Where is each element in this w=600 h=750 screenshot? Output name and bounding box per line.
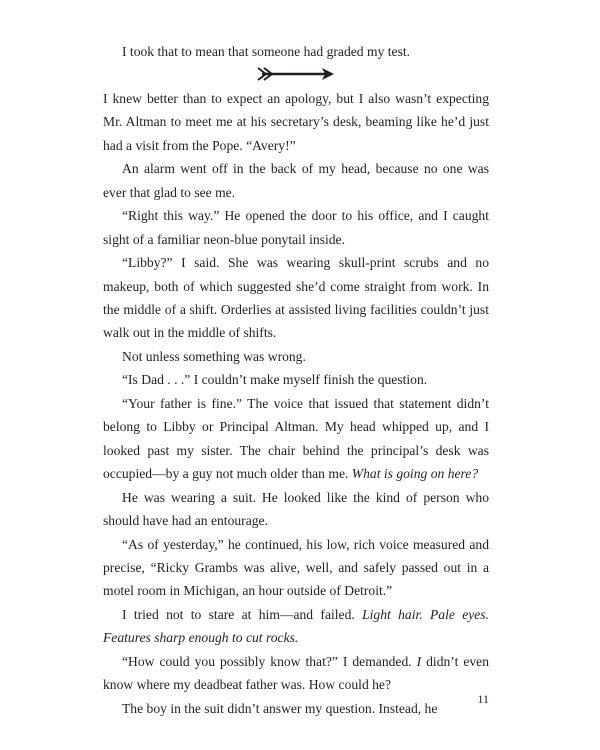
text-segment: didn’t even know where my deadbeat father was. How could he? — [103, 653, 489, 693]
paragraph — [103, 486, 489, 533]
text-segment: “As of yesterday,” he continued, his low, rich voice measured and precise, “Ricky Grambs was alive, well, and safely passed out in a motel room in Michigan, an hour outside of Detroit.” — [103, 536, 489, 599]
text-segment: The boy in the suit didn’t answer my question. Instead, he — [122, 700, 438, 716]
paragraph — [103, 40, 489, 63]
paragraph — [103, 251, 489, 345]
italic-text: I — [416, 653, 422, 669]
paragraph — [103, 392, 489, 486]
text-segment: He was wearing a suit. He looked like the kind of person who should have had an entourage. — [103, 489, 489, 529]
text-segment: “Your father is fine.” The voice that issued that statement didn’t belong to Libby or Principal Altman. My head whipped up, and I looked past my sister. The chair behind the principal’s desk was occupied—by a guy not much older than me. — [103, 395, 489, 482]
italic-text: What is going on here? — [351, 466, 479, 482]
paragraph — [103, 368, 489, 391]
arrow-ornament-icon — [103, 63, 489, 86]
paragraph — [103, 87, 489, 157]
page-number: 11 — [477, 692, 489, 706]
text-segment: I tried not to stare at him—and failed. — [122, 606, 363, 622]
text-segment: “Right this way.” He opened the door to his office, and I caught sight of a familiar neon-blue ponytail inside. — [103, 208, 489, 247]
text-segment: “How could you possibly know that?” I demanded. — [122, 653, 417, 669]
text-segment: I took that to mean that someone had graded my test. — [122, 44, 411, 59]
paragraph — [103, 345, 489, 368]
text-segment: An alarm went off in the back of my head, because no one was ever that glad to see me. — [103, 161, 489, 200]
paragraph — [103, 533, 489, 603]
paragraph — [103, 157, 489, 204]
italic-text: Light hair. Pale eyes. Features sharp enough to cut rocks. — [103, 606, 489, 646]
paragraph — [103, 650, 489, 697]
body-text — [103, 40, 489, 720]
paragraph — [103, 697, 489, 720]
paragraph — [103, 603, 489, 650]
text-segment: I knew better than to expect an apology, but I also wasn’t expecting Mr. Altman to meet me at his secretary’s desk, beaming like he’d just had a visit from the Pope. “Avery!” — [103, 90, 489, 153]
text-segment: Not unless something was wrong. — [122, 348, 306, 364]
text-segment: “Libby?” I said. She was wearing skull-print scrubs and no makeup, both of which suggested she’d come straight from work. In the middle of a shift. Orderlies at assisted living facilities couldn’t just walk out in the middle of shifts. — [103, 255, 489, 341]
text-segment: “Is Dad . . .” I couldn’t make myself finish the question. — [122, 372, 428, 388]
paragraph — [103, 204, 489, 251]
